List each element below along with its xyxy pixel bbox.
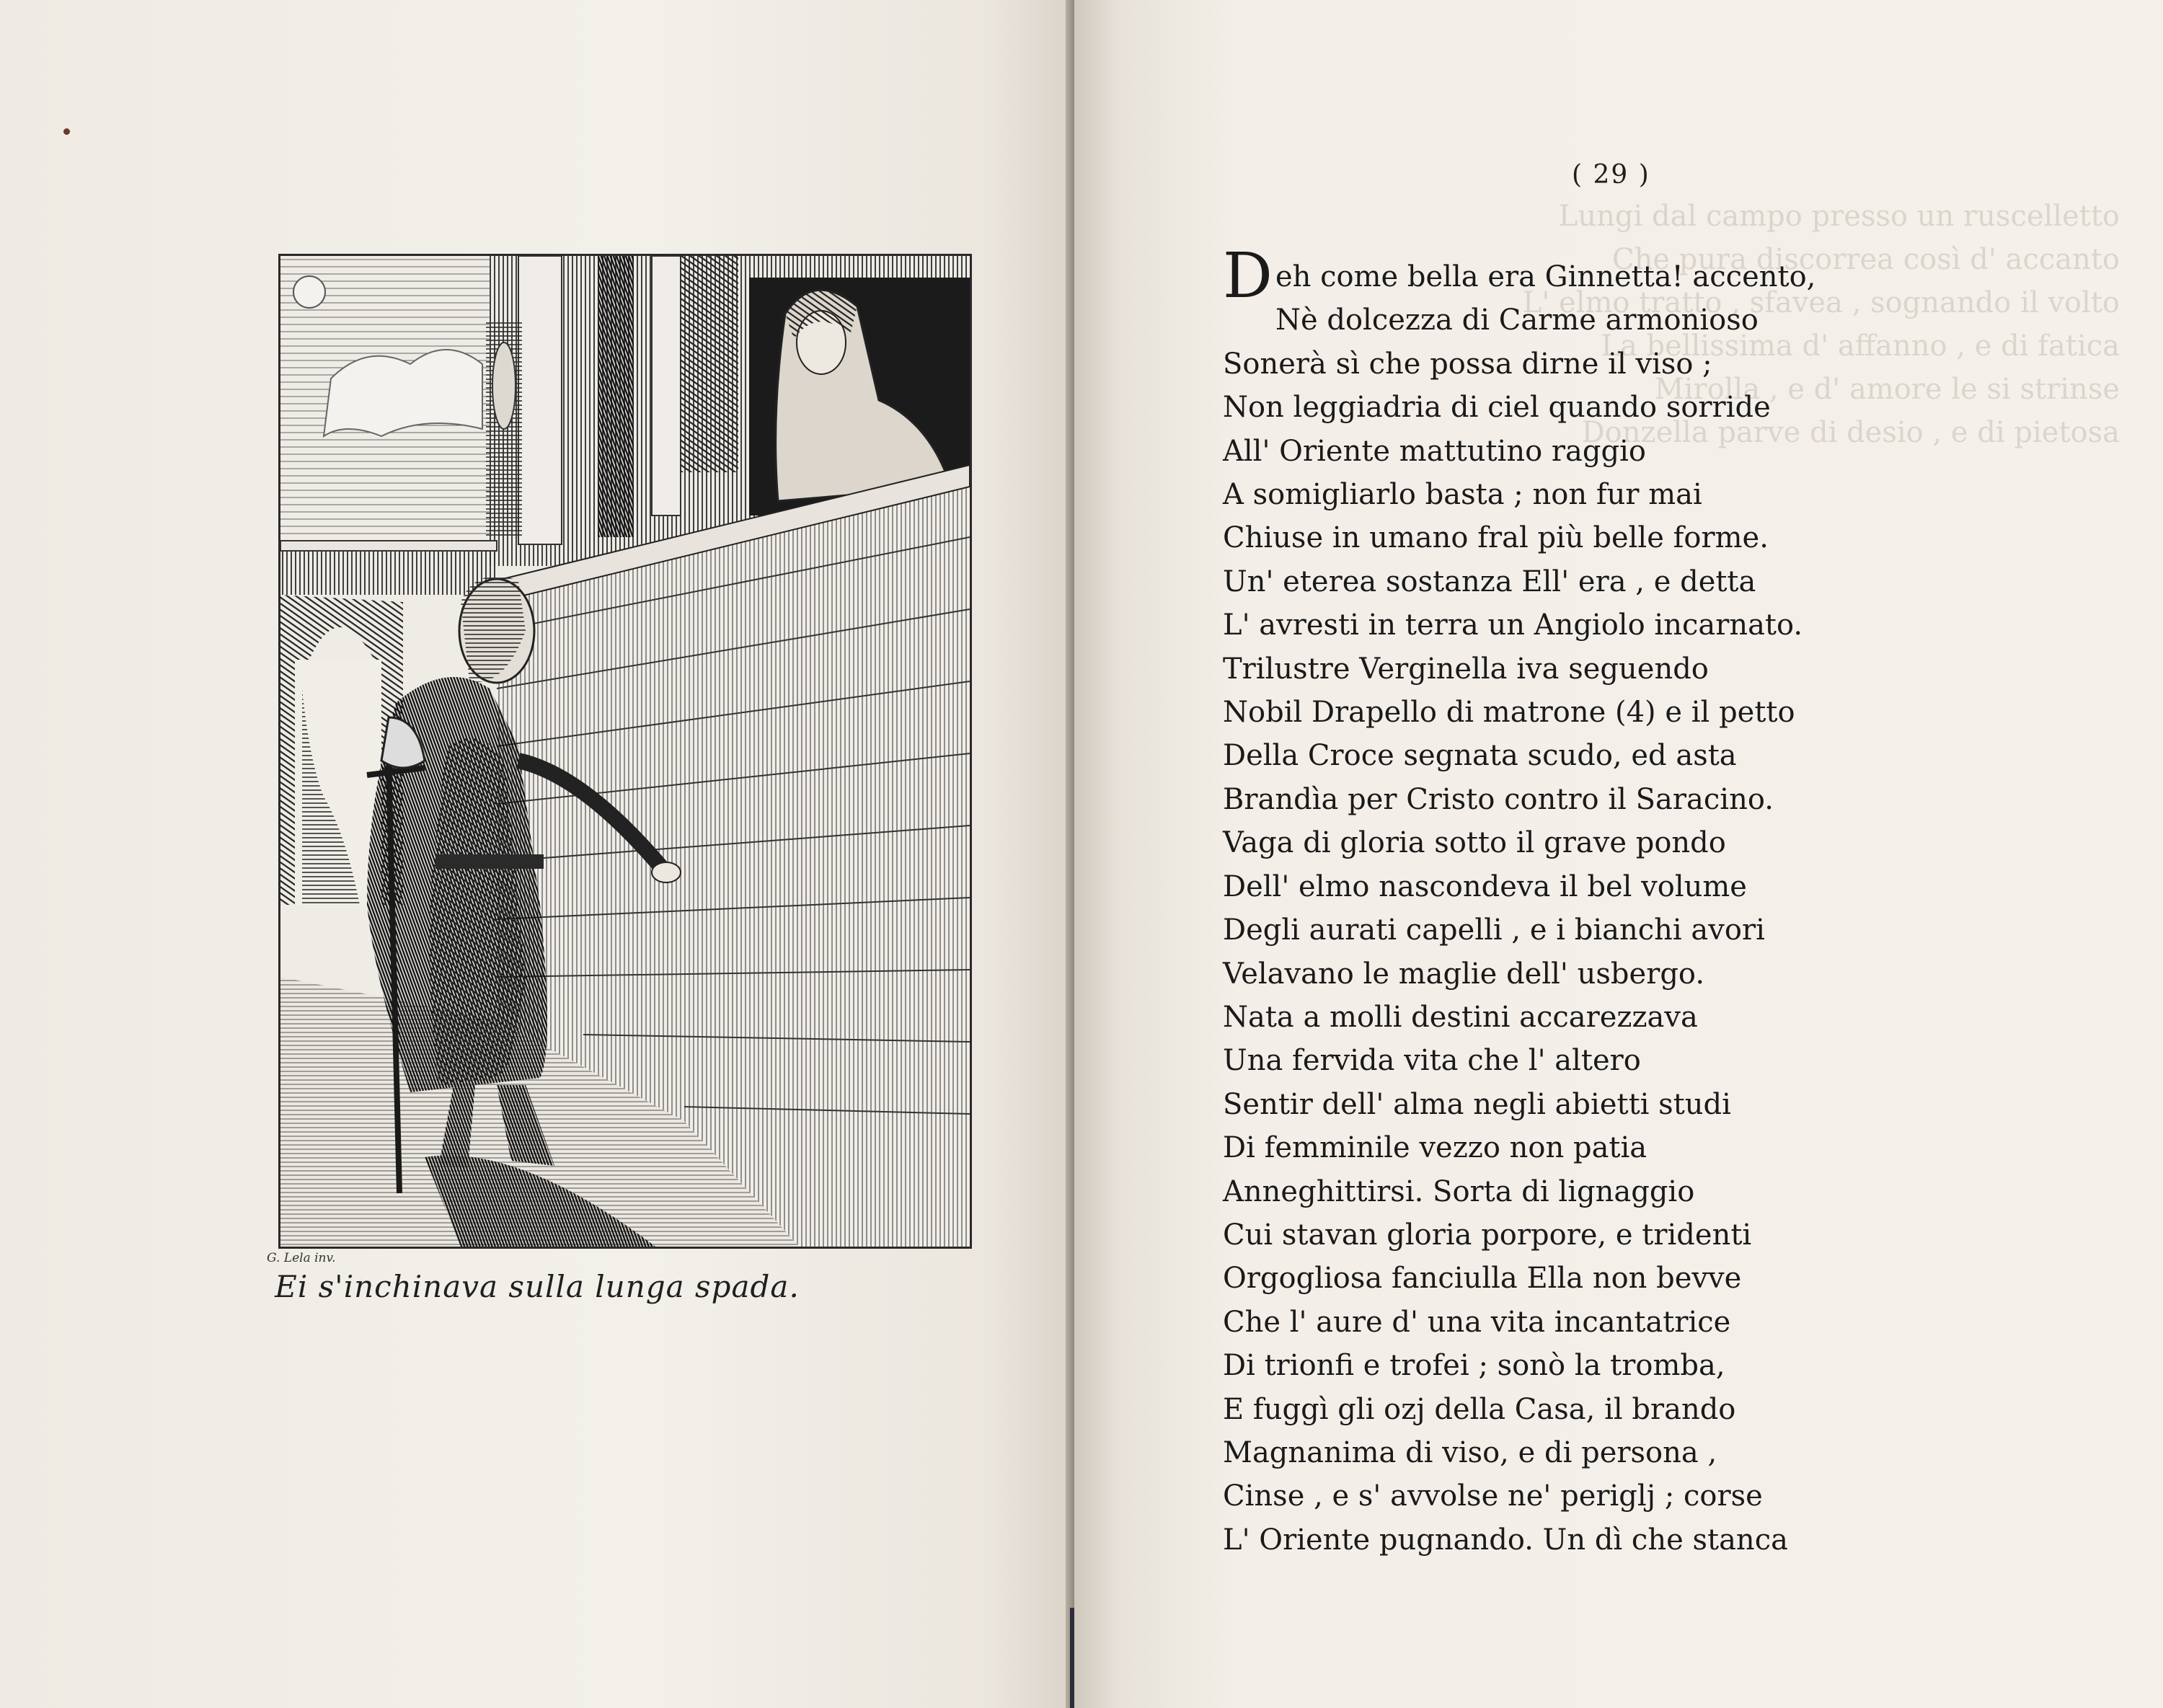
poem-line: Una fervida vita che l' altero — [1223, 1044, 1641, 1078]
poem-line: Trilustre Verginella iva seguendo — [1223, 652, 1709, 686]
poem-line: Dell' elmo nascondeva il bel volume — [1223, 870, 1747, 903]
poem-line: All' Oriente mattutino raggio — [1223, 434, 1646, 468]
poem-line: Di femminile vezzo non patia — [1223, 1131, 1647, 1165]
ink-speck — [63, 128, 70, 135]
left-page — [0, 0, 1074, 1708]
poem-text — [1223, 240, 2102, 1562]
engraver-credit: G. Lela inv. — [267, 1251, 336, 1265]
poem-line: Degli aurati capelli , e i bianchi avori — [1223, 913, 1765, 947]
poem-line: Nata a molli destini accarezzava — [1223, 1000, 1698, 1034]
poem-line: Vaga di gloria sotto il grave pondo — [1223, 826, 1726, 860]
poem-line: Anneghittirsi. Sorta di lignaggio — [1223, 1174, 1695, 1208]
engraving-plate — [278, 254, 972, 1249]
poem-line: L' avresti in terra un Angiolo incarnato. — [1223, 609, 1803, 642]
poem-line: Velavano le maglie dell' usbergo. — [1223, 957, 1705, 991]
plate-caption: Ei s'inchinava sulla lunga spada. — [275, 1269, 800, 1304]
poem-line: Nobil Drapello di matrone (4) e il petto — [1223, 696, 1795, 730]
page-number: ( 29 ) — [1572, 160, 1650, 190]
poem-line: Brandìa per Cristo contro il Saracino. — [1223, 782, 1774, 816]
engraving-illustration — [280, 256, 970, 1247]
bleed-through-text: Lungi dal campo presso un ruscelletto Che pura discorrea così d' accanto L' elmo tratto , sfavea , sognando il volto La bellissima d' affanno , e di fatica Mirolla , e d' amore le si strinse Donzella parve di desio , e di pietosa — [1522, 200, 2120, 449]
poem-line: Della Croce segnata scudo, ed asta — [1223, 739, 1737, 773]
first-line-text: eh come bella era Ginnetta! accento, — [1275, 260, 1816, 293]
poem-line: Di trionfi e trofei ; sonò la tromba, — [1223, 1349, 1725, 1383]
poem-line: Sentir dell' alma negli abietti studi — [1223, 1087, 1731, 1121]
poem-line-first — [1223, 240, 2102, 312]
poem-line: Un' eterea sostanza Ell' era , e detta — [1223, 565, 1756, 598]
poem-line: A somigliarlo basta ; non fur mai — [1223, 478, 1702, 512]
poem-line: Cui stavan gloria porpore, e tridenti — [1223, 1218, 1752, 1252]
poem-line: Orgogliosa fanciulla Ella non bevve — [1223, 1262, 1742, 1296]
poem-line: E fuggì gli ozj della Casa, il brando — [1223, 1392, 1736, 1426]
poem-line: L' Oriente pugnando. Un dì che stanca — [1223, 1523, 1788, 1557]
drop-cap: D — [1223, 240, 1273, 312]
poem-line: Sonerà sì che possa dirne il viso ; — [1223, 347, 1712, 381]
poem-line: Cinse , e s' avvolse ne' periglj ; corse — [1223, 1479, 1763, 1513]
poem-line: Magnanima di viso, e di persona , — [1223, 1435, 1717, 1469]
poem-line: Nè dolcezza di Carme armonioso — [1275, 304, 1759, 337]
poem-line: Chiuse in umano fral più belle forme. — [1223, 521, 1769, 555]
poem-line: Che l' aure d' una vita incantatrice — [1223, 1305, 1731, 1339]
poem-line: Non leggiadria di ciel quando sorride — [1223, 391, 1771, 425]
